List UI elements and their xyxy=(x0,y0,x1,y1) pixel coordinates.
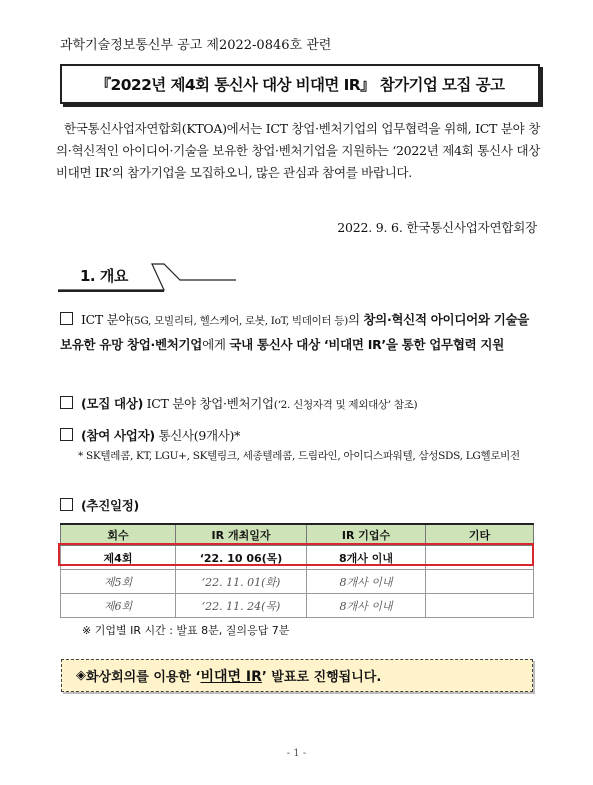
table-row xyxy=(61,594,534,618)
participants-note: * SK텔레콤, KT, LGU+, SK텔링크, 세종텔레콤, 드림라인, 아이디스파워텔, 삼성SDS, LG헬로비전 xyxy=(78,450,520,462)
recruit-target-item xyxy=(60,392,540,417)
checkbox-icon xyxy=(60,312,73,325)
schedule-table xyxy=(60,523,534,618)
table-cell: ‘22. 10 06(목) xyxy=(176,546,307,570)
diamond-icon: ◈ xyxy=(76,668,86,683)
date-signature: 2022. 9. 6. 한국통신사업자연합회장 xyxy=(337,220,537,235)
overview-item xyxy=(60,308,540,357)
table-cell: 8개사 이내 xyxy=(307,570,426,594)
checkbox-icon xyxy=(60,498,73,511)
item4-bold: (추진일정) xyxy=(81,498,139,513)
header-reference: 과학기술정보통신부 공고 제2022-0846호 관련 xyxy=(60,38,332,53)
table-header: IR 개최일자 xyxy=(176,524,307,546)
table-cell xyxy=(426,570,534,594)
table-cell: 제5회 xyxy=(61,570,176,594)
checkbox-icon xyxy=(60,428,73,441)
callout-text: 화상회의를 이용한 ‘ xyxy=(86,670,201,685)
table-row xyxy=(61,570,534,594)
item1-bold1: 창의·혁신적 아이디어와 기술을 보유한 유망 창업·벤처기업 xyxy=(60,312,530,352)
table-cell xyxy=(426,594,534,618)
item2-text: ICT 분야 창업·벤처기업 xyxy=(142,396,274,411)
item1-paren: (5G, 모빌리티, 헬스케어, 로봇, IoT, 빅데이터 등) xyxy=(130,315,348,327)
item1-prefix: ICT 분야 xyxy=(81,312,131,327)
item3-bold: (참여 사업자) xyxy=(81,428,155,443)
callout-emphasis: 비대면 IR xyxy=(200,668,262,685)
document-title: 『2022년 제4회 통신사 대상 비대면 IR』 참가기업 모집 공고 xyxy=(60,64,540,104)
section-heading-overview xyxy=(58,260,538,294)
table-cell: ‘22. 11. 01(화) xyxy=(176,570,307,594)
table-header: 기타 xyxy=(426,524,534,546)
page-number: - 1 - xyxy=(286,748,307,759)
checkbox-icon xyxy=(60,396,73,409)
table-cell: 제6회 xyxy=(61,594,176,618)
table-header: IR 기업수 xyxy=(307,524,426,546)
schedule-item xyxy=(60,494,540,518)
callout-text-end: ’ 발표로 진행됩니다. xyxy=(261,670,382,685)
item1-bold2: 국내 통신사 대상 ‘비대면 IR’을 통한 업무협력 지원 xyxy=(229,337,504,352)
item1-mid1: 의 xyxy=(347,312,364,327)
participants-item xyxy=(60,424,540,448)
item2-small: (‘2. 신청자격 및 제외대상’ 참조) xyxy=(273,399,418,411)
notice-callout xyxy=(61,659,533,692)
item1-mid2: 에게 xyxy=(202,337,230,352)
item2-bold: (모집 대상) xyxy=(81,396,143,411)
table-cell: ‘22. 11. 24(목) xyxy=(176,594,307,618)
ir-time-footnote: ※ 기업별 IR 시간 : 발표 8분, 질의응답 7분 xyxy=(82,624,290,637)
item3-text: 통신사(9개사)* xyxy=(154,428,241,443)
current-round-highlight xyxy=(58,543,534,566)
table-cell: 8개사 이내 xyxy=(307,546,426,570)
table-header: 회수 xyxy=(61,524,176,546)
section-label: 1. 개요 xyxy=(80,267,128,285)
table-cell: 8개사 이내 xyxy=(307,594,426,618)
intro-paragraph xyxy=(56,118,540,184)
table-cell: 제4회 xyxy=(61,546,176,570)
intro-text: 한국통신사업자연합회(KTOA)에서는 ICT 창업·벤처기업의 업무협력을 위해, ICT 분야 창의·혁신적인 아이디어·기술을 보유한 창업·벤처기업을 지원하는 ‘2022년 제4회 통신사 대상 비대면 IR’의 참가기업을 모집하오니, 많은 관심과 참여를 바랍니다. xyxy=(56,121,540,180)
